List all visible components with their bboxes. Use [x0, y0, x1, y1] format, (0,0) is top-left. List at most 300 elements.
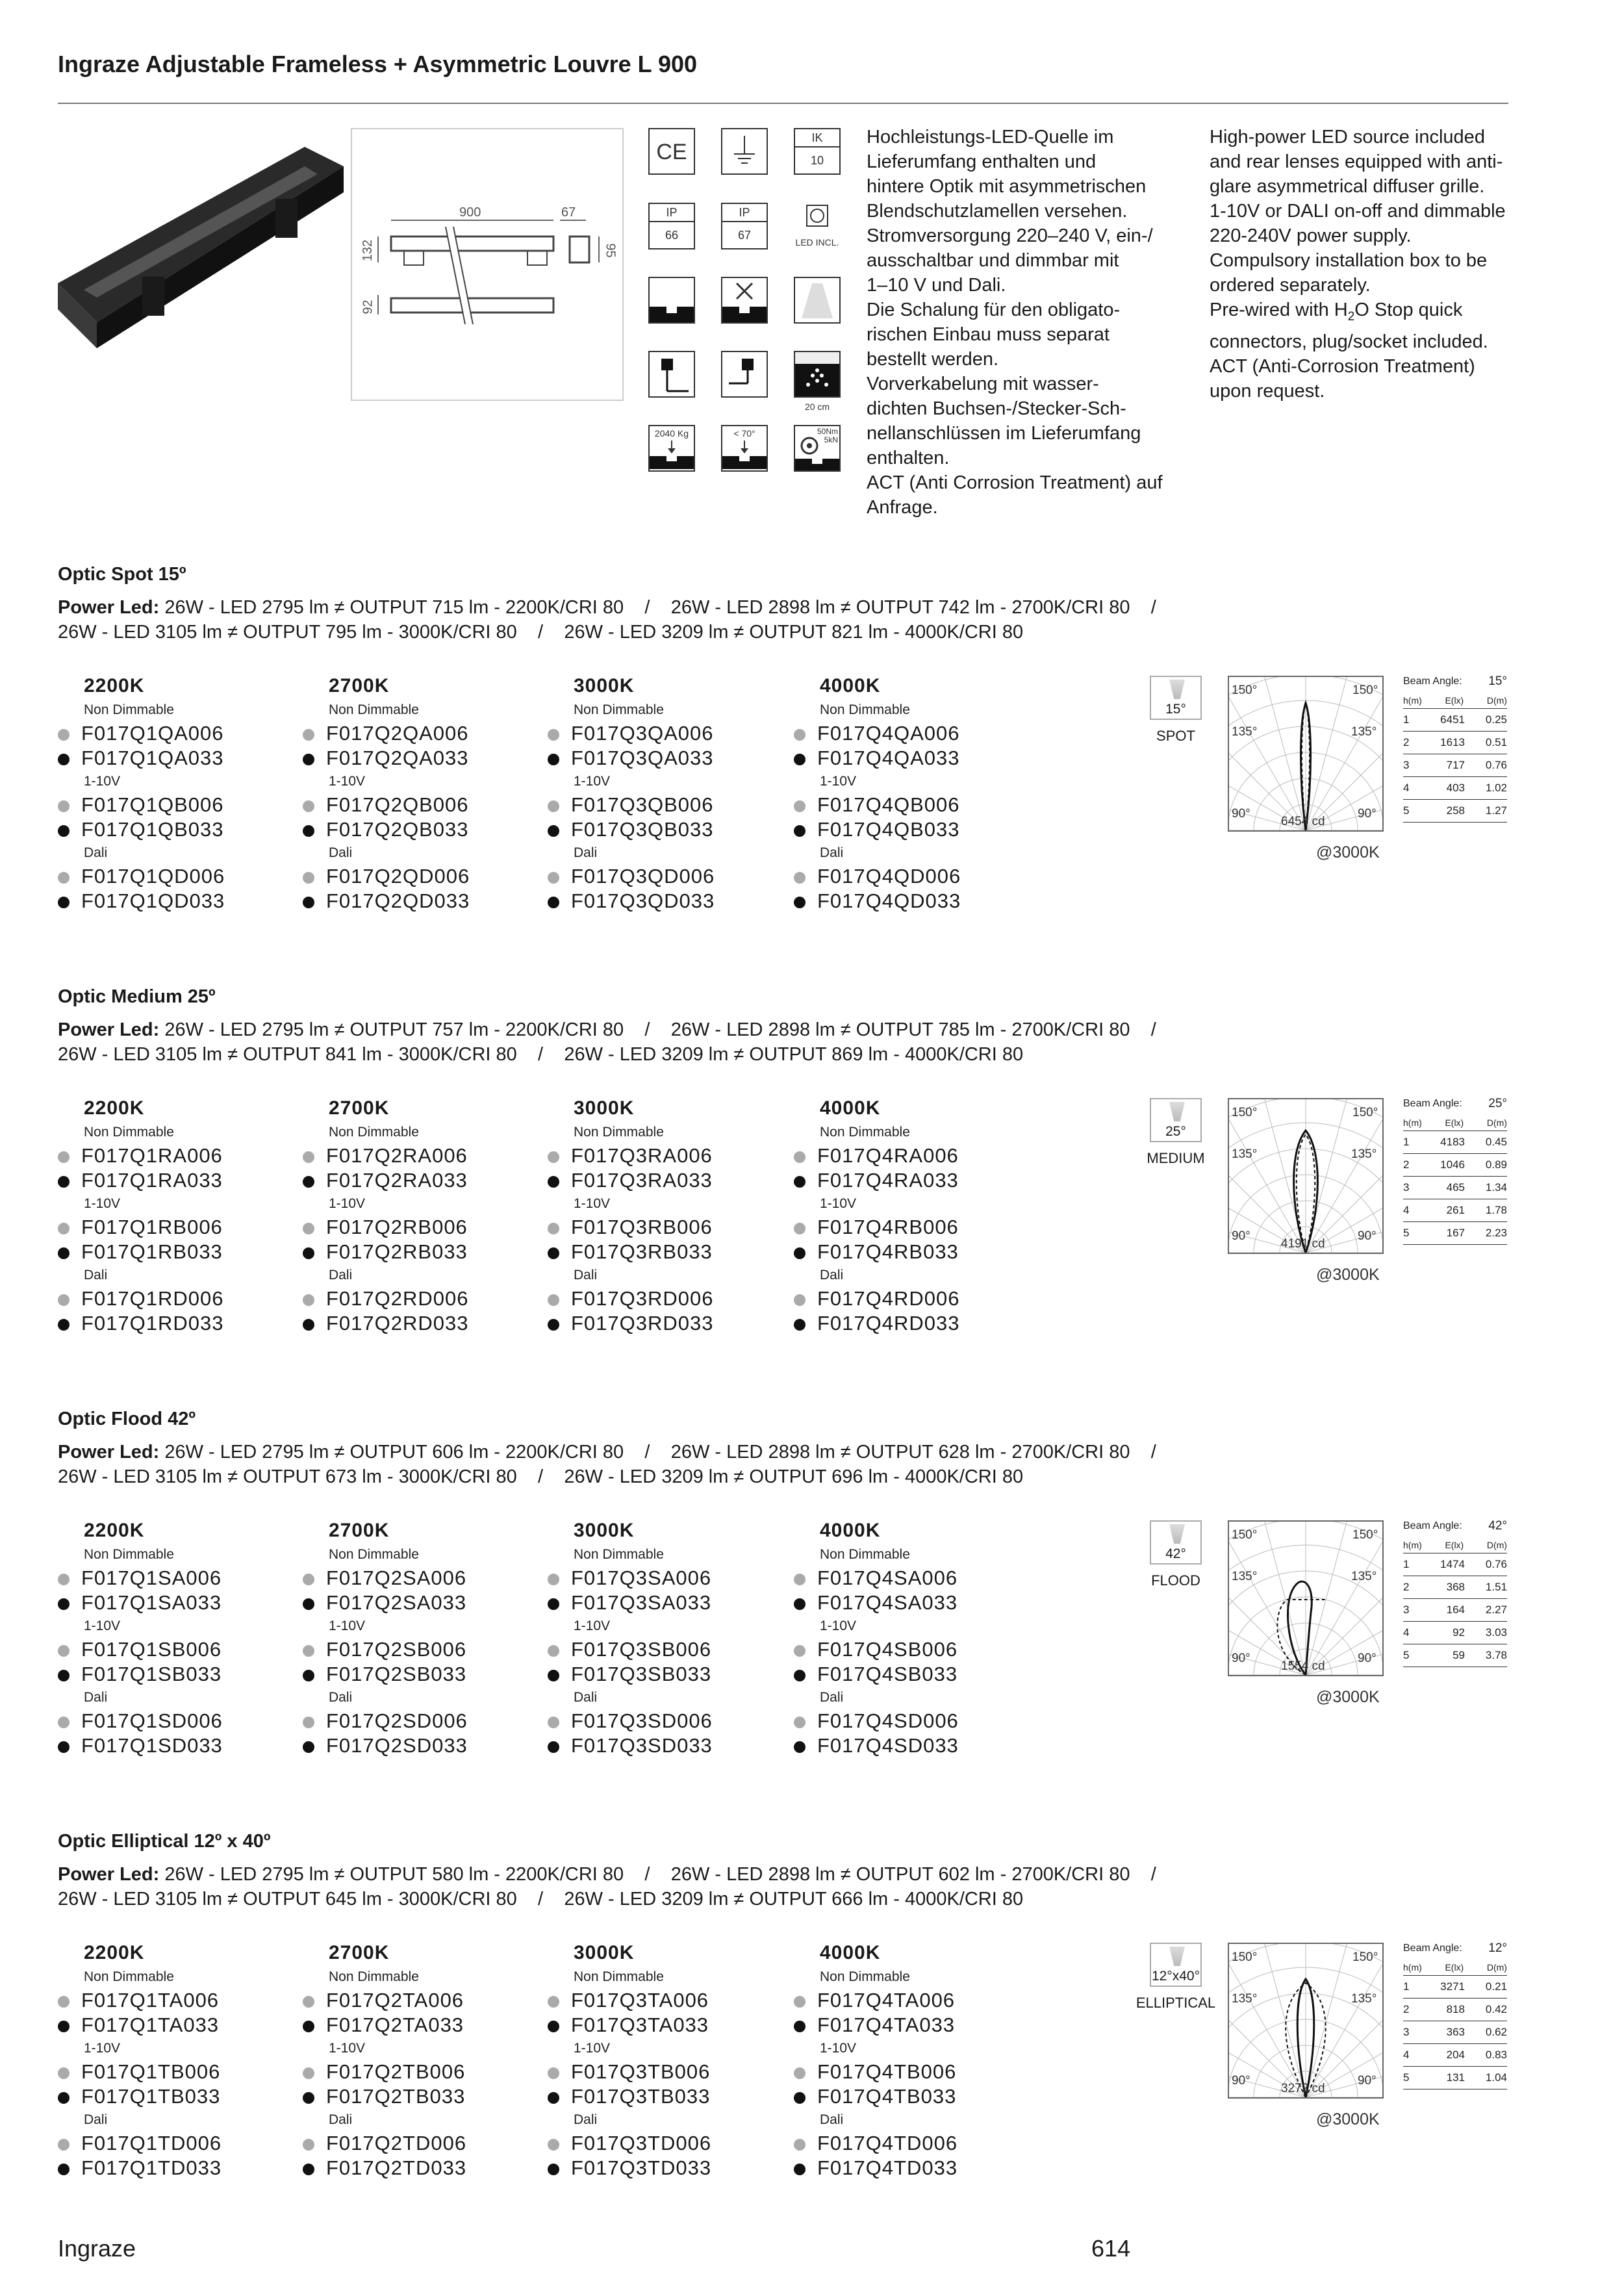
product-code: F017Q1SB006 [58, 1637, 292, 1662]
polar-angle-label: 90° [1358, 1652, 1377, 1665]
color-temperature: 3000K [574, 1520, 635, 1541]
product-code: F017Q1RD006 [58, 1286, 292, 1311]
driver-group-label: Dali [820, 2112, 844, 2127]
product-code: F017Q2SB033 [303, 1662, 537, 1687]
product-code: F017Q1RB006 [58, 1215, 292, 1240]
power-led-label: Power Led: [58, 597, 160, 618]
product-code: F017Q3SB033 [548, 1662, 781, 1687]
driver-group-label: 1-10V [84, 774, 121, 789]
beam-angle-value: 12° [1488, 1941, 1507, 1955]
peak-candela: 4191 cd [1281, 1237, 1325, 1251]
polar-angle-label: 135° [1232, 1992, 1258, 2006]
color-temperature: 4000K [820, 1097, 881, 1119]
product-code: F017Q2QB006 [303, 793, 537, 817]
section-title: Optic Spot 15º [58, 564, 186, 585]
beam-angle-icon [1150, 676, 1202, 720]
table-row [1403, 1576, 1507, 1599]
cable-connector-icon [721, 351, 768, 398]
table-cell: 131 [1446, 2071, 1465, 2084]
polar-diagram [1228, 1098, 1384, 1254]
table-header [1403, 694, 1507, 709]
product-code: F017Q3QB033 [548, 817, 781, 842]
table-cell: 1 [1403, 1136, 1410, 1148]
peak-candela: 1554 cd [1281, 1659, 1325, 1673]
driver-group-label: Dali [84, 1690, 108, 1705]
code-column [548, 1095, 781, 1336]
table-cell: 3 [1403, 2026, 1410, 2038]
beam-angle-icon [1150, 1098, 1202, 1142]
polar-angle-label: 90° [1358, 807, 1377, 821]
product-code: F017Q4TB006 [794, 2060, 1028, 2084]
product-code: F017Q2TB033 [303, 2084, 537, 2109]
table-cell: 403 [1446, 782, 1465, 794]
driver-group-label: 1-10V [820, 774, 857, 789]
product-code: F017Q3RA006 [548, 1143, 781, 1168]
driver-group-label: 1-10V [329, 1618, 366, 1633]
product-code: F017Q4TD006 [794, 2131, 1028, 2156]
beam-angle-icon [1150, 1943, 1202, 1987]
driver-group-label: 1-10V [574, 774, 611, 789]
table-cell: 2.23 [1485, 1227, 1507, 1239]
driver-group-label: 1-10V [329, 2041, 366, 2056]
table-cell: 1.78 [1485, 1204, 1507, 1216]
table-cell: 5 [1403, 804, 1410, 817]
driver-group-label: 1-10V [329, 774, 366, 789]
product-code: F017Q4QA006 [794, 721, 1028, 746]
beam-angle-degrees: 25° [1165, 1124, 1186, 1139]
polar-spoke [1255, 677, 1306, 830]
dim-height-1: 132 [361, 239, 375, 262]
driver-group-label: Non Dimmable [820, 1125, 910, 1140]
product-code: F017Q3QD033 [548, 889, 781, 913]
power-led-spec-2: 26W - LED 3105 lm ≠ OUTPUT 795 lm - 3000K/CRI 80 / 26W - LED 3209 lm ≠ OUTPUT 821 lm - 4000K/CRI 80 [58, 622, 1024, 643]
product-code: F017Q1QA033 [58, 746, 292, 771]
driver-group-label: 1-10V [820, 1618, 857, 1633]
product-code: F017Q3SB006 [548, 1637, 781, 1662]
beam-angle-degrees: 12°x40° [1151, 1969, 1200, 1984]
driver-group-label: Dali [574, 845, 598, 860]
product-code: F017Q3TD006 [548, 2131, 781, 2156]
recessed-ground-icon [648, 277, 695, 324]
table-cell: 0.45 [1485, 1136, 1507, 1148]
polar-spoke [1306, 677, 1356, 830]
peak-candela: 6454 cd [1281, 815, 1325, 828]
polar-angle-label: 150° [1232, 683, 1258, 697]
code-column [58, 1095, 292, 1336]
polar-angle-label: 90° [1232, 807, 1250, 821]
color-temperature: 2700K [329, 1942, 390, 1963]
header-rule [58, 103, 1508, 104]
table-cell: 0.62 [1485, 2026, 1507, 2038]
table-cell: 167 [1446, 1227, 1465, 1239]
product-code: F017Q2TA006 [303, 1988, 537, 2013]
code-column [794, 1518, 1028, 1758]
distance-label: 20 cm [804, 402, 830, 412]
light-beam-icon [794, 277, 841, 324]
table-cell: 4 [1403, 782, 1410, 794]
product-code: F017Q4QD033 [794, 889, 1028, 913]
product-code: F017Q1TD006 [58, 2131, 292, 2156]
table-cell: 1.02 [1485, 782, 1507, 794]
driver-group-label: Dali [574, 1690, 598, 1705]
table-header-cell: D(m) [1486, 695, 1507, 706]
polar-angle-label: 135° [1232, 1570, 1258, 1583]
polar-angle-label: 135° [1351, 1147, 1377, 1161]
load-weight-label: 2040 Kg [654, 428, 689, 439]
table-cell: 0.76 [1485, 1558, 1507, 1570]
beam-angle-value: 42° [1488, 1519, 1507, 1533]
beam-angle-header [1403, 674, 1507, 689]
code-column [58, 673, 292, 913]
table-cell: 5 [1403, 2071, 1410, 2084]
product-code: F017Q2TB006 [303, 2060, 537, 2084]
product-code: F017Q4TB033 [794, 2084, 1028, 2109]
code-column [794, 1940, 1028, 2180]
product-code: F017Q3TB033 [548, 2084, 781, 2109]
product-code: F017Q1QB006 [58, 793, 292, 817]
product-code: F017Q4SA006 [794, 1566, 1028, 1591]
table-row [1403, 1199, 1507, 1222]
color-temperature: 2700K [329, 1097, 390, 1119]
section-title: Optic Flood 42º [58, 1409, 196, 1429]
product-code: F017Q4SD033 [794, 1733, 1028, 1758]
beam-type-name: ELLIPTICAL [1136, 1995, 1216, 2011]
polar-angle-label: 135° [1351, 725, 1377, 739]
product-image [58, 127, 344, 368]
product-code: F017Q3RB033 [548, 1240, 781, 1264]
table-cell: 3 [1403, 759, 1410, 771]
distance-icon [794, 351, 841, 398]
driver-group-label: Dali [574, 1268, 598, 1283]
product-code: F017Q4RA006 [794, 1143, 1028, 1168]
driver-group-label: Non Dimmable [574, 1547, 664, 1562]
product-code: F017Q4SB006 [794, 1637, 1028, 1662]
driver-group-label: Dali [84, 1268, 108, 1283]
page-title: Ingraze Adjustable Frameless + Asymmetric Louvre L 900 [58, 51, 698, 77]
table-cell: 368 [1446, 1581, 1465, 1593]
torque-label: 50Nm 5kN [817, 427, 838, 444]
table-cell: 1.34 [1485, 1181, 1507, 1194]
product-code: F017Q1TA033 [58, 2013, 292, 2038]
beam-angle-label: Beam Angle: [1403, 676, 1462, 687]
product-code: F017Q4RB033 [794, 1240, 1028, 1264]
polar-angle-label: 90° [1358, 1229, 1377, 1243]
table-cell: 2 [1403, 736, 1410, 748]
polar-angle-label: 150° [1352, 1528, 1378, 1542]
table-cell: 1.51 [1485, 1581, 1507, 1593]
table-cell: 3 [1403, 1181, 1410, 1194]
driver-group-label: 1-10V [84, 1196, 121, 1211]
power-led-line [58, 1862, 1513, 1911]
ik-value: 10 [810, 154, 824, 167]
polar-diagram [1228, 676, 1384, 832]
ce-mark-icon [648, 128, 695, 175]
color-temperature: 2200K [84, 1097, 145, 1119]
table-row [1403, 1622, 1507, 1644]
product-code: F017Q4QB033 [794, 817, 1028, 842]
product-code: F017Q4TA006 [794, 1988, 1028, 2013]
table-row [1403, 1599, 1507, 1622]
table-header-cell: E(lx) [1445, 1118, 1464, 1128]
table-cell: 92 [1453, 1626, 1465, 1639]
product-code: F017Q2RB033 [303, 1240, 537, 1264]
color-temperature: 4000K [820, 1942, 881, 1963]
table-cell: 0.51 [1485, 736, 1507, 748]
power-led-label: Power Led: [58, 1442, 160, 1463]
led-included-label: LED INCL. [795, 237, 839, 248]
product-code: F017Q1SD033 [58, 1733, 292, 1758]
table-row [1403, 1976, 1507, 1999]
table-row [1403, 2044, 1507, 2067]
table-cell: 2.27 [1485, 1603, 1507, 1616]
section-title: Optic Elliptical 12º x 40º [58, 1831, 271, 1852]
polar-angle-label: 135° [1351, 1570, 1377, 1583]
product-code: F017Q2TD033 [303, 2156, 537, 2180]
description-english-subscript: 2 [1347, 309, 1355, 324]
beam-angle-header [1403, 1519, 1507, 1533]
product-code: F017Q3SA033 [548, 1591, 781, 1615]
power-led-spec-1: 26W - LED 2795 lm ≠ OUTPUT 606 lm - 2200K/CRI 80 / 26W - LED 2898 lm ≠ OUTPUT 628 lm - 2700K/CRI 80 / [159, 1442, 1156, 1463]
driver-group-label: Dali [820, 845, 844, 860]
product-code: F017Q4QB006 [794, 793, 1028, 817]
table-header-cell: E(lx) [1445, 1962, 1464, 1973]
table-header [1403, 1961, 1507, 1976]
dim-width: 67 [561, 205, 576, 220]
table-cell: 164 [1446, 1603, 1465, 1616]
power-led-spec-2: 26W - LED 3105 lm ≠ OUTPUT 673 lm - 3000K/CRI 80 / 26W - LED 3209 lm ≠ OUTPUT 696 lm - 4000K/CRI 80 [58, 1466, 1024, 1487]
table-cell: 1613 [1440, 736, 1465, 748]
load-weight-icon [648, 425, 695, 472]
driver-group-label: Non Dimmable [84, 1969, 174, 1984]
product-code: F017Q3QA033 [548, 746, 781, 771]
table-cell: 6451 [1440, 713, 1465, 726]
table-cell: 4183 [1440, 1136, 1465, 1148]
driver-group-label: Dali [84, 845, 108, 860]
table-header-cell: h(m) [1403, 1118, 1422, 1128]
code-column [303, 1940, 537, 2180]
product-code: F017Q3TB006 [548, 2060, 781, 2084]
product-code: F017Q3TD033 [548, 2156, 781, 2180]
cable-icon [648, 351, 695, 398]
table-cell: 0.25 [1485, 713, 1507, 726]
table-header-cell: D(m) [1486, 1118, 1507, 1128]
table-cell: 5 [1403, 1649, 1410, 1661]
table-cell: 363 [1446, 2026, 1465, 2038]
power-led-line [58, 1440, 1513, 1489]
driver-group-label: Non Dimmable [329, 1547, 419, 1562]
polar-angle-label: 135° [1232, 1147, 1258, 1161]
driver-group-label: 1-10V [574, 1196, 611, 1211]
product-code: F017Q2RD033 [303, 1311, 537, 1336]
driver-group-label: 1-10V [84, 2041, 121, 2056]
table-cell: 3.78 [1485, 1649, 1507, 1661]
product-code: F017Q2RA033 [303, 1168, 537, 1193]
product-code: F017Q2QA006 [303, 721, 537, 746]
product-code: F017Q1TA006 [58, 1988, 292, 2013]
reference-temperature: @3000K [1316, 2110, 1380, 2128]
product-code: F017Q2QA033 [303, 746, 537, 771]
footer-brand: Ingraze [58, 2235, 136, 2262]
polar-angle-label: 150° [1352, 1950, 1378, 1964]
beam-angle-label: Beam Angle: [1403, 1098, 1462, 1109]
table-cell: 261 [1446, 1204, 1465, 1216]
code-column [303, 1095, 537, 1336]
driver-group-label: 1-10V [820, 2041, 857, 2056]
technical-drawing [351, 128, 624, 401]
beam-angle-label: Beam Angle: [1403, 1943, 1462, 1954]
product-code: F017Q3TA006 [548, 1988, 781, 2013]
driver-group-label: 1-10V [574, 1618, 611, 1633]
table-cell: 1 [1403, 1980, 1410, 1993]
polar-angle-label: 150° [1352, 1106, 1378, 1119]
table-header-cell: E(lx) [1445, 1540, 1464, 1550]
product-code: F017Q4QA033 [794, 746, 1028, 771]
polar-angle-label: 150° [1232, 1528, 1258, 1542]
ip66-value: 66 [665, 229, 679, 242]
table-cell: 4 [1403, 1626, 1410, 1639]
driver-group-label: Non Dimmable [329, 1969, 419, 1984]
ik-rating-icon [794, 128, 841, 175]
table-header [1403, 1116, 1507, 1131]
table-cell: 0.42 [1485, 2003, 1507, 2015]
ground-icon [721, 128, 768, 175]
product-code: F017Q1QD006 [58, 864, 292, 889]
product-code: F017Q2SB006 [303, 1637, 537, 1662]
code-column [548, 1518, 781, 1758]
driver-group-label: Non Dimmable [820, 702, 910, 717]
table-row [1403, 1177, 1507, 1199]
table-row [1403, 777, 1507, 800]
polar-angle-label: 90° [1232, 2074, 1250, 2088]
table-cell: 59 [1453, 1649, 1465, 1661]
product-code: F017Q4RB006 [794, 1215, 1028, 1240]
table-row [1403, 1131, 1507, 1154]
product-code: F017Q1RA006 [58, 1143, 292, 1168]
photometric-table [1403, 1941, 1507, 2089]
table-cell: 0.21 [1485, 1980, 1507, 1993]
product-code: F017Q3QD006 [548, 864, 781, 889]
product-code: F017Q1TD033 [58, 2156, 292, 2180]
description-english-part-1: High-power LED source included and rear lenses equipped with anti- glare asymmetrical diffuser grille. 1-10V or DALI on-off and dimmable 220-240V power supply. Compulsory installation box to be ordered separately. Pre-wired with H [1210, 127, 1506, 320]
product-code: F017Q2QD033 [303, 889, 537, 913]
table-row [1403, 1222, 1507, 1245]
beam-angle-icon [1150, 1520, 1202, 1565]
polar-diagram [1228, 1520, 1384, 1676]
power-led-spec-1: 26W - LED 2795 lm ≠ OUTPUT 715 lm - 2200K/CRI 80 / 26W - LED 2898 lm ≠ OUTPUT 742 lm - 2700K/CRI 80 / [159, 597, 1156, 618]
table-cell: 204 [1446, 2049, 1465, 2061]
code-column [303, 673, 537, 913]
driver-group-label: Non Dimmable [329, 1125, 419, 1140]
power-led-label: Power Led: [58, 1864, 160, 1885]
product-code: F017Q2SA033 [303, 1591, 537, 1615]
product-code: F017Q2SD006 [303, 1709, 537, 1733]
driver-group-label: Non Dimmable [574, 702, 664, 717]
polar-angle-label: 150° [1232, 1950, 1258, 1964]
product-code: F017Q1RA033 [58, 1168, 292, 1193]
beam-angle-value: 25° [1488, 1097, 1507, 1110]
driver-group-label: Dali [329, 2112, 353, 2127]
reference-temperature: @3000K [1316, 843, 1380, 862]
ip67-label: IP [722, 204, 767, 222]
product-code: F017Q2SA006 [303, 1566, 537, 1591]
product-code: F017Q1QB033 [58, 817, 292, 842]
table-cell: 1474 [1440, 1558, 1465, 1570]
table-cell: 3271 [1440, 1980, 1465, 1993]
power-led-line [58, 595, 1513, 645]
polar-angle-label: 90° [1232, 1229, 1250, 1243]
driver-group-label: Dali [574, 2112, 598, 2127]
color-temperature: 4000K [820, 675, 881, 696]
color-temperature: 3000K [574, 1942, 635, 1963]
table-row [1403, 2067, 1507, 2089]
code-column [58, 1518, 292, 1758]
ip67-icon [721, 203, 768, 249]
polar-angle-label: 135° [1232, 725, 1258, 739]
svg-text:CE: CE [656, 140, 687, 164]
color-temperature: 4000K [820, 1520, 881, 1541]
product-code: F017Q2RA006 [303, 1143, 537, 1168]
driver-group-label: Non Dimmable [329, 702, 419, 717]
beam-angle-degrees: 15° [1165, 702, 1186, 717]
table-cell: 0.89 [1485, 1158, 1507, 1171]
driver-group-label: 1-10V [329, 1196, 366, 1211]
max-angle-icon [721, 425, 768, 472]
dim-length: 900 [459, 205, 481, 220]
torque-icon [794, 425, 841, 472]
driver-group-label: Non Dimmable [84, 1125, 174, 1140]
product-code: F017Q4QD006 [794, 864, 1028, 889]
product-code: F017Q4RA033 [794, 1168, 1028, 1193]
beam-type-name: FLOOD [1151, 1572, 1200, 1589]
polar-angle-label: 150° [1352, 683, 1378, 697]
table-cell: 1 [1403, 1558, 1410, 1570]
beam-angle-label: Beam Angle: [1403, 1520, 1462, 1531]
table-cell: 5 [1403, 1227, 1410, 1239]
table-cell: 717 [1446, 759, 1465, 771]
table-header [1403, 1539, 1507, 1553]
product-code: F017Q2TD006 [303, 2131, 537, 2156]
beam-angle-header [1403, 1097, 1507, 1111]
color-temperature: 2200K [84, 1520, 145, 1541]
description-english [1210, 125, 1521, 403]
driver-group-label: Non Dimmable [574, 1125, 664, 1140]
polar-angle-label: 90° [1358, 2074, 1377, 2088]
table-row [1403, 1553, 1507, 1576]
table-row [1403, 709, 1507, 732]
product-code: F017Q4RD006 [794, 1286, 1028, 1311]
product-code: F017Q1SA033 [58, 1591, 292, 1615]
power-led-label: Power Led: [58, 1019, 160, 1040]
table-cell: 465 [1446, 1181, 1465, 1194]
polar-spoke [1255, 1522, 1306, 1675]
no-cover-icon [721, 277, 768, 324]
table-cell: 0.76 [1485, 759, 1507, 771]
table-row [1403, 800, 1507, 823]
table-cell: 3 [1403, 1603, 1410, 1616]
product-code: F017Q3QB006 [548, 793, 781, 817]
product-code: F017Q1QD033 [58, 889, 292, 913]
driver-group-label: Non Dimmable [574, 1969, 664, 1984]
table-cell: 4 [1403, 2049, 1410, 2061]
product-code: F017Q1TB006 [58, 2060, 292, 2084]
driver-group-label: 1-10V [84, 1618, 121, 1633]
power-led-spec-2: 26W - LED 3105 lm ≠ OUTPUT 645 lm - 3000K/CRI 80 / 26W - LED 3209 lm ≠ OUTPUT 666 lm - 4000K/CRI 80 [58, 1889, 1024, 1910]
product-code: F017Q3RD006 [548, 1286, 781, 1311]
table-cell: 4 [1403, 1204, 1410, 1216]
color-temperature: 3000K [574, 1097, 635, 1119]
driver-group-label: Dali [820, 1268, 844, 1283]
table-header-cell: D(m) [1486, 1962, 1507, 1973]
